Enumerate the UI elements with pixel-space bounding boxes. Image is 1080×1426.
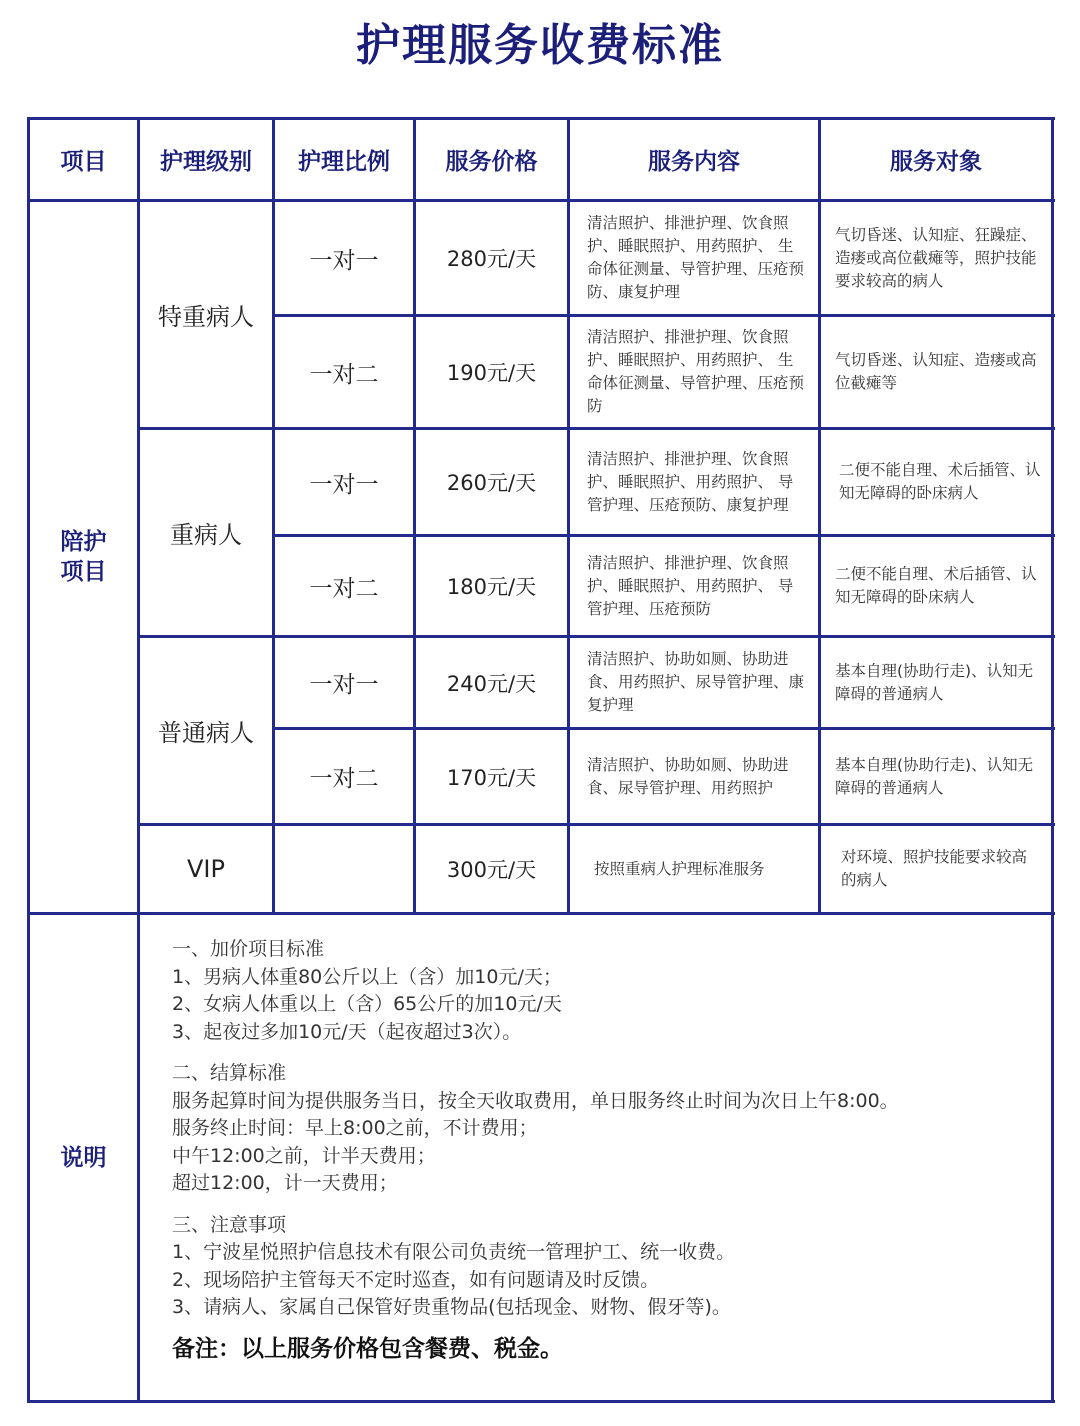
price-cell: 260元/天 — [446, 471, 537, 495]
notes-line: 中午12:00之前，计半天费用； — [172, 1144, 436, 1167]
category-escort-items — [30, 202, 137, 912]
price-cell: 170元/天 — [446, 765, 537, 790]
target-cell: 气切昏迷、认知症、狂躁症、造瘘或高位截瘫等，照护技能要求较高的病人 — [835, 225, 1037, 290]
header-care-ratio: 护理比例 — [298, 149, 390, 175]
notes-label: 说明 — [60, 1144, 107, 1171]
content-cell: 按照重病人护理标准服务 — [594, 859, 765, 878]
content-cell: 清洁照护、协助如厕、协助进食、尿导管护理、用药照护 — [587, 755, 789, 797]
ratio-cell: 一对二 — [309, 766, 379, 792]
notes-line: 1、男病人体重80公斤以上（含）加10元/天； — [172, 965, 562, 988]
page-title: 护理服务收费标准 — [356, 20, 724, 71]
header-content: 服务内容 — [648, 149, 740, 175]
notes-heading: 一、加价项目标准 — [172, 938, 325, 960]
price-cell: 280元/天 — [446, 247, 537, 271]
ratio-cell: 一对二 — [309, 575, 379, 602]
table-border — [27, 1400, 1055, 1403]
target-cell: 二便不能自理、术后插管、认知无障碍的卧床病人 — [839, 461, 1041, 502]
ratio-cell — [275, 826, 413, 912]
level-critical: 特重病人 — [158, 303, 254, 331]
table-border — [1051, 117, 1054, 1403]
target-cell: 对环境、照护技能要求较高的病人 — [841, 848, 1028, 889]
header-care-level: 护理级别 — [160, 149, 252, 175]
level-vip: VIP — [187, 855, 225, 883]
price-cell: 240元/天 — [446, 671, 537, 696]
content-cell: 清洁照护、排泄护理、饮食照护、睡眠照护、用药照护、 生命体征测量、导管护理、压疮预防、康复护理 — [587, 214, 805, 301]
notes-section-precautions — [172, 1212, 1042, 1322]
price-cell: 300元/天 — [446, 858, 537, 882]
remark: 备注：以上服务价格包含餐费、税金。 — [172, 1335, 563, 1362]
notes-section — [172, 936, 1042, 1363]
notes-line: 2、女病人体重以上（含）65公斤的加10元/天 — [172, 993, 562, 1015]
notes-line: 3、请病人、家属自己保管好贵重物品(包括现金、财物、假牙等)。 — [172, 1296, 731, 1318]
ratio-cell: 一对一 — [309, 247, 379, 274]
ratio-cell: 一对二 — [309, 361, 379, 388]
header-project: 项目 — [60, 149, 107, 175]
content-cell: 清洁照护、排泄护理、饮食照护、睡眠照护、用药照护、 生命体征测量、导管护理、压疮预防 — [587, 328, 805, 415]
notes-line: 1、宁波星悦照护信息技术有限公司负责统一管理护工、统一收费。 — [172, 1241, 736, 1263]
price-cell: 190元/天 — [446, 361, 537, 385]
table-border — [27, 912, 1055, 915]
notes-section-billing — [172, 1060, 1042, 1198]
notes-section-surcharge — [172, 936, 1042, 1046]
notes-line: 3、起夜过多加10元/天（起夜超过3次）。 — [172, 1020, 522, 1043]
target-cell: 基本自理(协助行走)、认知无障碍的普通病人 — [835, 661, 1034, 703]
target-cell: 气切昏迷、认知症、造瘘或高位截瘫等 — [835, 351, 1037, 392]
category-line: 陪护 — [60, 529, 107, 555]
notes-line: 超过12:00，计一天费用； — [172, 1172, 398, 1194]
price-cell: 180元/天 — [446, 575, 537, 599]
header-target: 服务对象 — [890, 149, 982, 175]
header-price: 服务价格 — [445, 149, 538, 175]
notes-line: 服务起算时间为提供服务当日，按全天收取费用，单日服务终止时间为次日上午8:00。 — [172, 1089, 899, 1112]
target-cell: 基本自理(协助行走)、认知无障碍的普通病人 — [835, 755, 1034, 797]
target-cell: 二便不能自理、术后插管、认知无障碍的卧床病人 — [835, 565, 1037, 606]
notes-line: 2、现场陪护主管每天不定时巡查，如有问题请及时反馈。 — [172, 1268, 660, 1291]
category-line: 项目 — [60, 559, 107, 585]
content-cell: 清洁照护、排泄护理、饮食照护、睡眠照护、用药照护、 导管护理、压疮预防、康复护理 — [587, 449, 794, 514]
notes-line: 服务终止时间：早上8:00之前，不计费用； — [172, 1117, 538, 1139]
ratio-cell: 一对一 — [309, 471, 379, 498]
content-cell: 清洁照护、协助如厕、协助进食、用药照护、尿导管护理、康复护理 — [587, 650, 805, 714]
notes-heading: 二、结算标准 — [172, 1062, 287, 1084]
notes-heading: 三、注意事项 — [172, 1213, 287, 1236]
content-cell: 清洁照护、排泄护理、饮食照护、睡眠照护、用药照护、 导管护理、压疮预防 — [587, 553, 794, 618]
level-normal: 普通病人 — [158, 719, 254, 747]
ratio-cell: 一对一 — [309, 672, 379, 698]
level-severe: 重病人 — [170, 521, 242, 549]
